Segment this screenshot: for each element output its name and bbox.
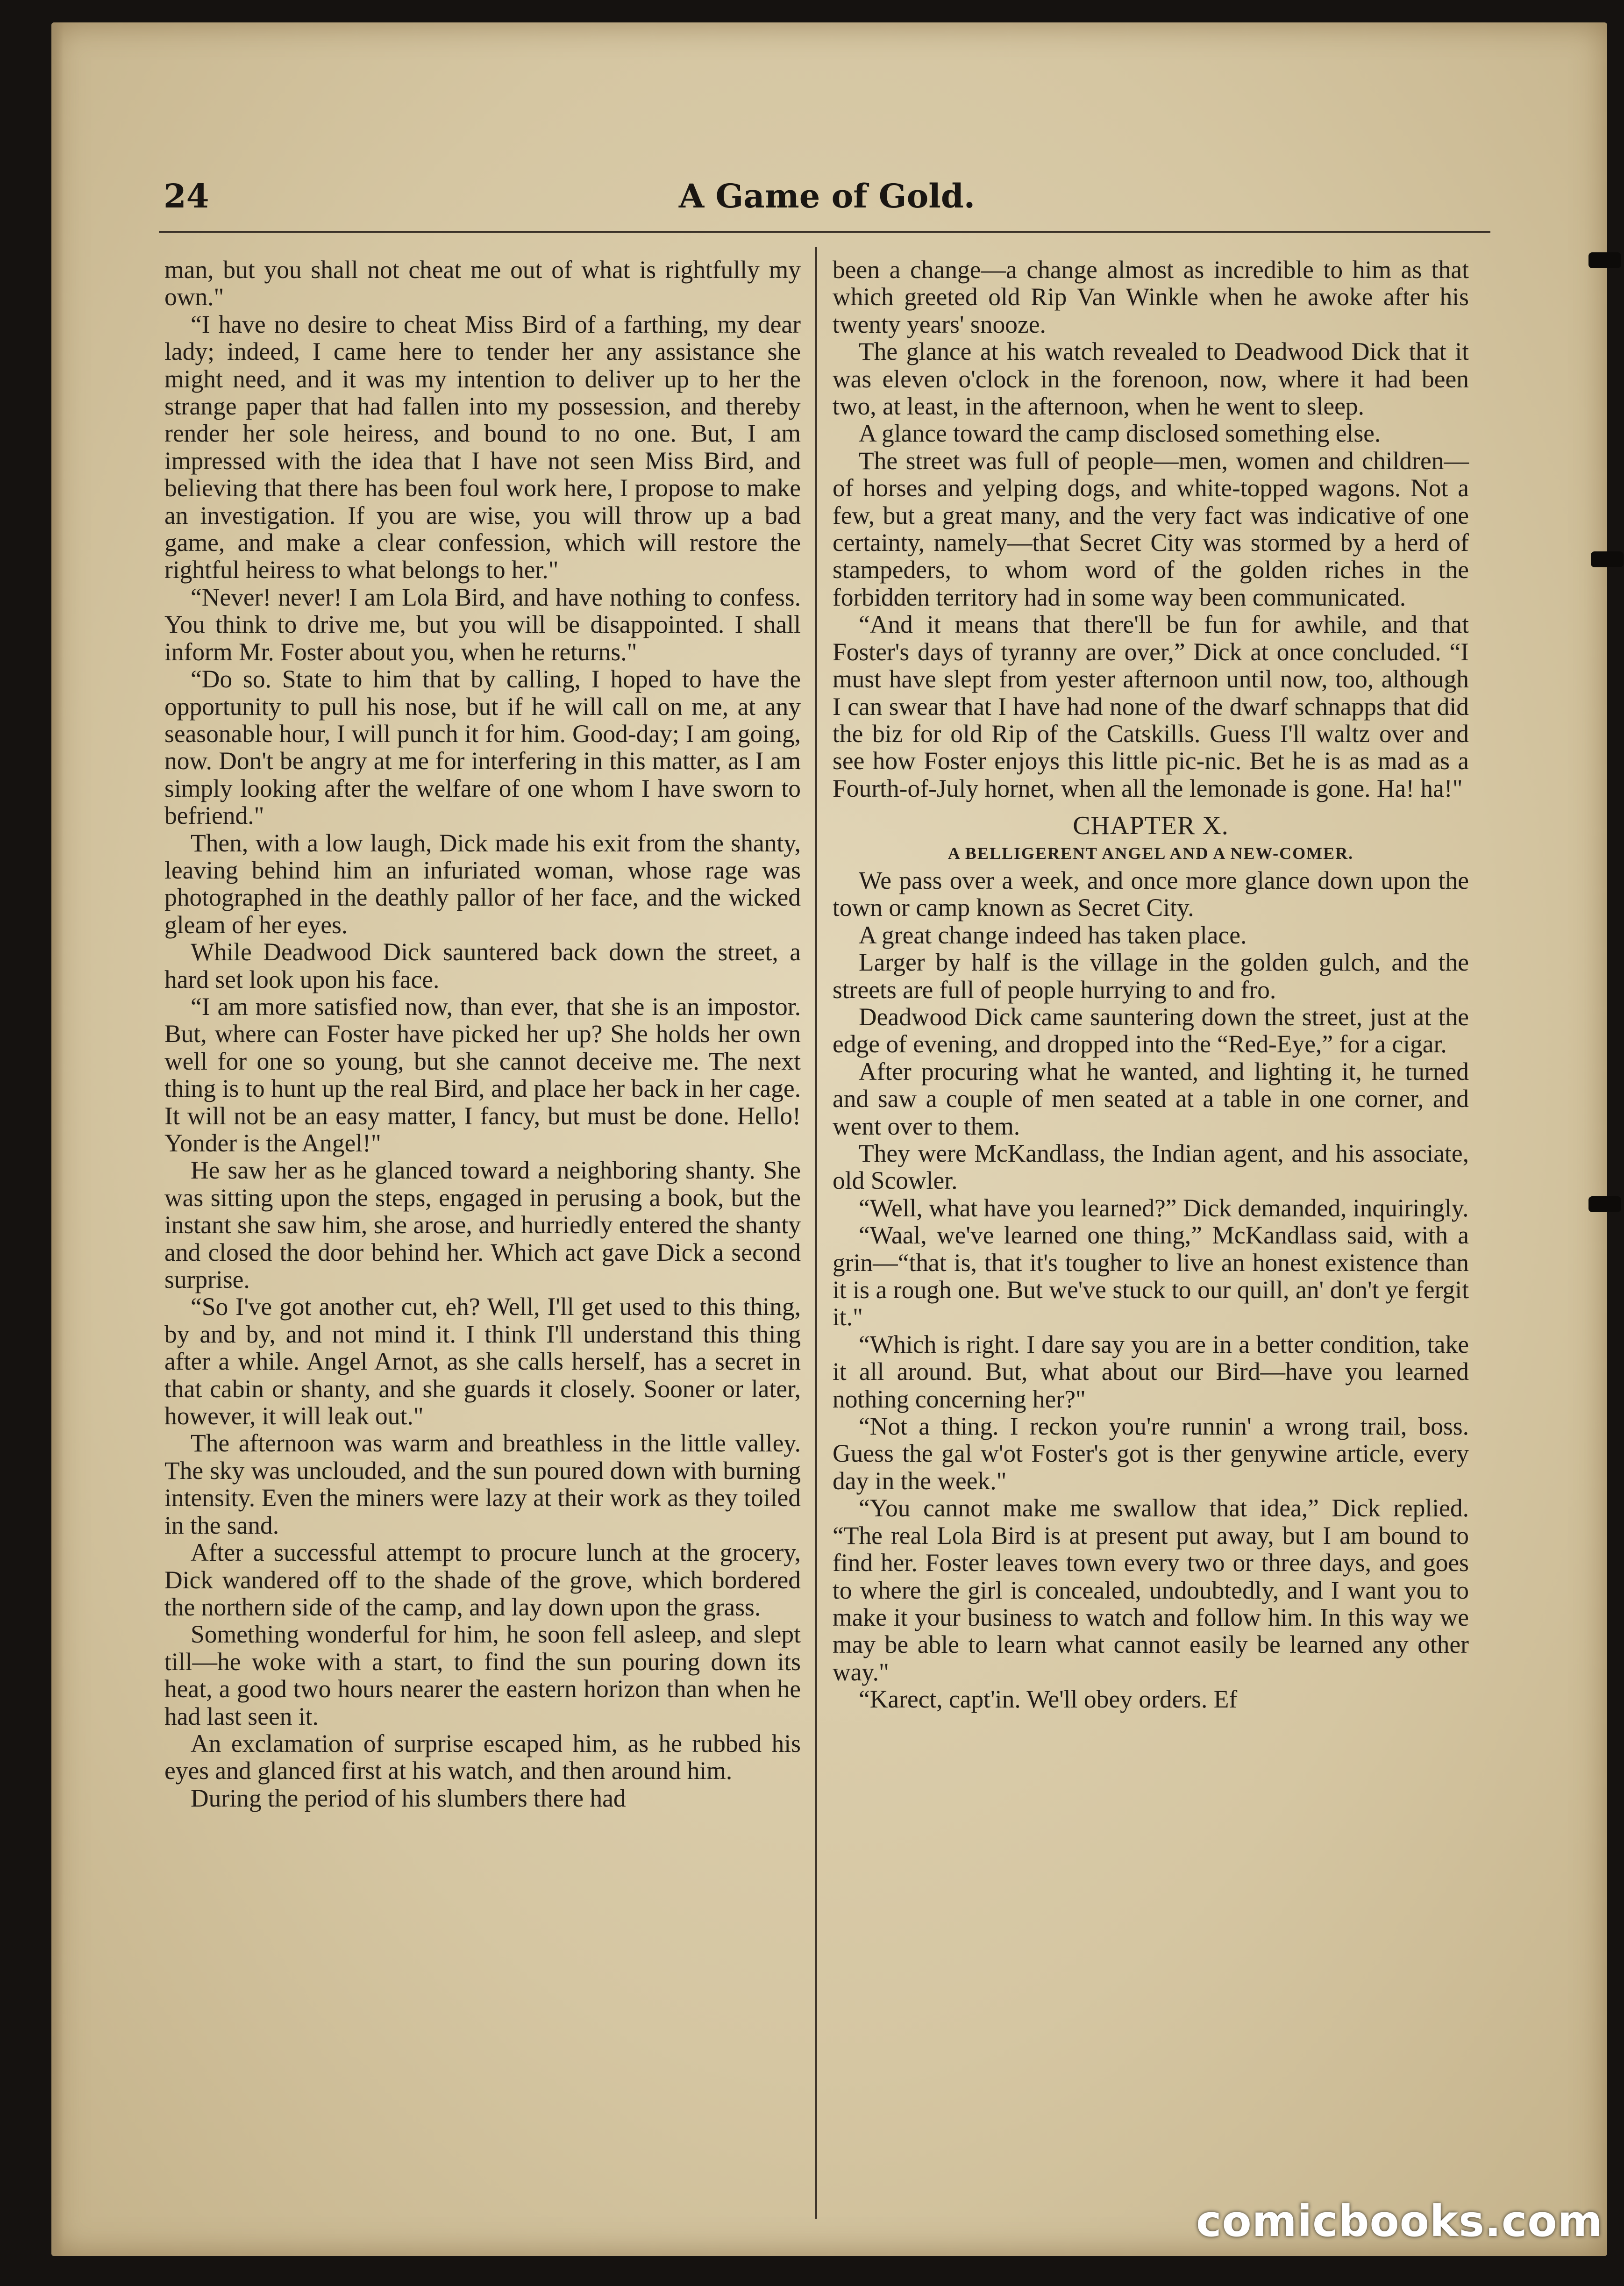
page-number: 24 bbox=[164, 177, 209, 215]
paragraph: been a change—a change almost as incredible to him as that which greeted old Rip Van Winkle when he awoke after his twenty years' snooze. bbox=[833, 256, 1469, 338]
paragraph: “You cannot make me swallow that idea,” Dick replied. “The real Lola Bird is at present put away, but I am bound to find her. Foster leaves town every two or three days, and goes to where the girl is concealed, undoubtedly, and I want you to make it your business to watch and follow him. In this way we may be able to learn what cannot easily be learned any other way." bbox=[833, 1494, 1469, 1686]
paragraph: man, but you shall not cheat me out of what is rightfully my own." bbox=[164, 256, 801, 311]
paragraph: After procuring what he wanted, and lighting it, he turned and saw a couple of men seated at a table in one corner, and went over to them. bbox=[833, 1057, 1469, 1140]
page-edge-shadow bbox=[51, 22, 64, 2256]
paragraph: “Karect, capt'in. We'll obey orders. Ef bbox=[859, 1685, 1238, 1714]
paragraph: “Waal, we've learned one thing,” McKandlass said, with a grin—“that is, that it's tougher to live an honest existence than it is a rough one. But we've stuck to our quill, an' don't ye fergit it." bbox=[833, 1221, 1469, 1331]
paragraph: A glance toward the camp disclosed something else. bbox=[859, 419, 1381, 448]
watermark: comicbooks.com bbox=[1196, 2196, 1603, 2246]
paragraph: During the period of his slumbers there had bbox=[191, 1784, 626, 1812]
paragraph: While Deadwood Dick sauntered back down the street, a hard set look upon his face. bbox=[164, 938, 801, 993]
running-title: A Game of Gold. bbox=[678, 177, 976, 215]
paragraph: An exclamation of surprise escaped him, as he rubbed his eyes and glanced first at his watch, and then around him. bbox=[164, 1729, 801, 1785]
paragraph: Larger by half is the village in the golden gulch, and the streets are full of people hurrying to and fro. bbox=[833, 948, 1469, 1004]
paragraph: Then, with a low laugh, Dick made his exit from the shanty, leaving behind him an infuriated woman, whose rage was photographed in the deathly pallor of her face, and the wicked gleam of her eyes. bbox=[164, 829, 801, 939]
paragraph: “I have no desire to cheat Miss Bird of a farthing, my dear lady; indeed, I came here to tender her any assistance she might need, and it was my intention to deliver up to her the strange paper that had fallen into my possession, and thereby render her sole heiress, and bound to no one. But, I am impressed with the idea that I have not seen Miss Bird, and believing that there has been foul work here, I propose to make an investigation. If you are wise, you will throw up a bad game, and make a clear confession, which will restore the rightful heiress to what belongs to her." bbox=[164, 310, 801, 584]
paragraph: “I am more satisfied now, than ever, that she is an impostor. But, where can Foster have picked her up? She holds her own well for one so young, but she cannot deceive me. The next thing is to hunt up the real Bird, and place her back in her cage. It will not be an easy matter, I fancy, but must be done. Hello! Yonder is the Angel!" bbox=[164, 992, 801, 1157]
right-column bbox=[833, 256, 1469, 1713]
column-rule bbox=[815, 247, 817, 2219]
paragraph: “Well, what have you learned?” Dick demanded, inquiringly. bbox=[859, 1193, 1469, 1222]
paragraph: The glance at his watch revealed to Deadwood Dick that it was eleven o'clock in the forenoon, now, where it had been two, at least, in the afternoon, when he went to sleep. bbox=[833, 337, 1469, 421]
right-column-bottom bbox=[833, 867, 1469, 1713]
paragraph: The street was full of people—men, women and children—of horses and yelping dogs, and white-topped wagons. Not a few, but a great many, and the very fact was indicative of one certainty, namely—that Secret City was stormed by a herd of stampeders, to whom word of the golden riches in the forbidden territory had in some way been communicated. bbox=[833, 446, 1469, 611]
page-header bbox=[164, 177, 1490, 219]
paragraph: The afternoon was warm and breathless in the little valley. The sky was unclouded, and the sun poured down with burning intensity. Even the miners were lazy at their work as they toiled in the sand. bbox=[164, 1429, 801, 1539]
chapter-title: CHAPTER X. bbox=[1073, 811, 1229, 841]
paragraph: They were McKandlass, the Indian agent, and his associate, old Scowler. bbox=[833, 1139, 1469, 1195]
paragraph: “So I've got another cut, eh? Well, I'll get used to this thing, by and by, and not mind it. I think I'll understand this thing after a while. Angel Arnot, as she calls herself, has a secret in that cabin or shanty, and she guards it closely. Sooner or later, however, it will leak out." bbox=[164, 1293, 801, 1430]
binding-tab bbox=[1588, 252, 1621, 268]
paragraph: We pass over a week, and once more glance down upon the town or camp known as Secret City. bbox=[833, 866, 1469, 922]
paragraph: Something wonderful for him, he soon fell asleep, and slept till—he woke with a start, to find the sun pouring down its heat, a good two hours nearer the eastern horizon than when he had last seen it. bbox=[164, 1620, 801, 1730]
binding-tab bbox=[1591, 551, 1624, 567]
right-column-top bbox=[833, 256, 1469, 802]
paragraph: He saw her as he glanced toward a neighboring shanty. She was sitting upon the steps, engaged in perusing a book, but the instant she saw him, she arose, and hurriedly entered the shanty and closed the door behind her. Which act gave Dick a second surprise. bbox=[164, 1156, 801, 1294]
header-rule bbox=[159, 231, 1490, 233]
paragraph: “Do so. State to him that by calling, I hoped to have the opportunity to pull his nose, but if he will call on me, at any seasonable hour, I will punch it for him. Good-day; I am going, now. Don't be angry at me for interfering in this matter, as I am simply looking after the welfare of one whom I have sworn to befriend." bbox=[164, 665, 801, 830]
chapter-subtitle: A BELLIGERENT ANGEL AND A NEW-COMER. bbox=[947, 843, 1354, 863]
paragraph: “And it means that there'll be fun for awhile, and that Foster's days of tyranny are over,” Dick at once concluded. “I must have slept from yester afternoon until now, too, although I can swear that I have had none of the dwarf schnapps that did the biz for old Rip of the Catskills. Guess I'll waltz over and see how Foster enjoys this little pic-nic. Bet he is as mad as a Fourth-of-July hornet, when all the lemonade is gone. Ha! ha!" bbox=[833, 610, 1469, 802]
magazine-page bbox=[51, 22, 1607, 2256]
binding-tab bbox=[1588, 1196, 1621, 1212]
paragraph: After a successful attempt to procure lunch at the grocery, Dick wandered off to the shade of the grove, which bordered the northern side of the camp, and lay down upon the grass. bbox=[164, 1538, 801, 1621]
paragraph: “Never! never! I am Lola Bird, and have nothing to confess. You think to drive me, but you will be disappointed. I shall inform Mr. Foster about you, when he returns." bbox=[164, 583, 801, 666]
left-column bbox=[164, 256, 801, 1812]
paragraph: “Not a thing. I reckon you're runnin' a wrong trail, boss. Guess the gal w'ot Foster's got is ther genywine article, every day in the week." bbox=[833, 1412, 1469, 1495]
paragraph: A great change indeed has taken place. bbox=[859, 921, 1247, 949]
paragraph: “Which is right. I dare say you are in a better condition, take it all around. But, what about our Bird—have you learned nothing concerning her?" bbox=[833, 1330, 1469, 1413]
paragraph: Deadwood Dick came sauntering down the street, just at the edge of evening, and dropped into the “Red-Eye,” for a cigar. bbox=[833, 1002, 1469, 1058]
